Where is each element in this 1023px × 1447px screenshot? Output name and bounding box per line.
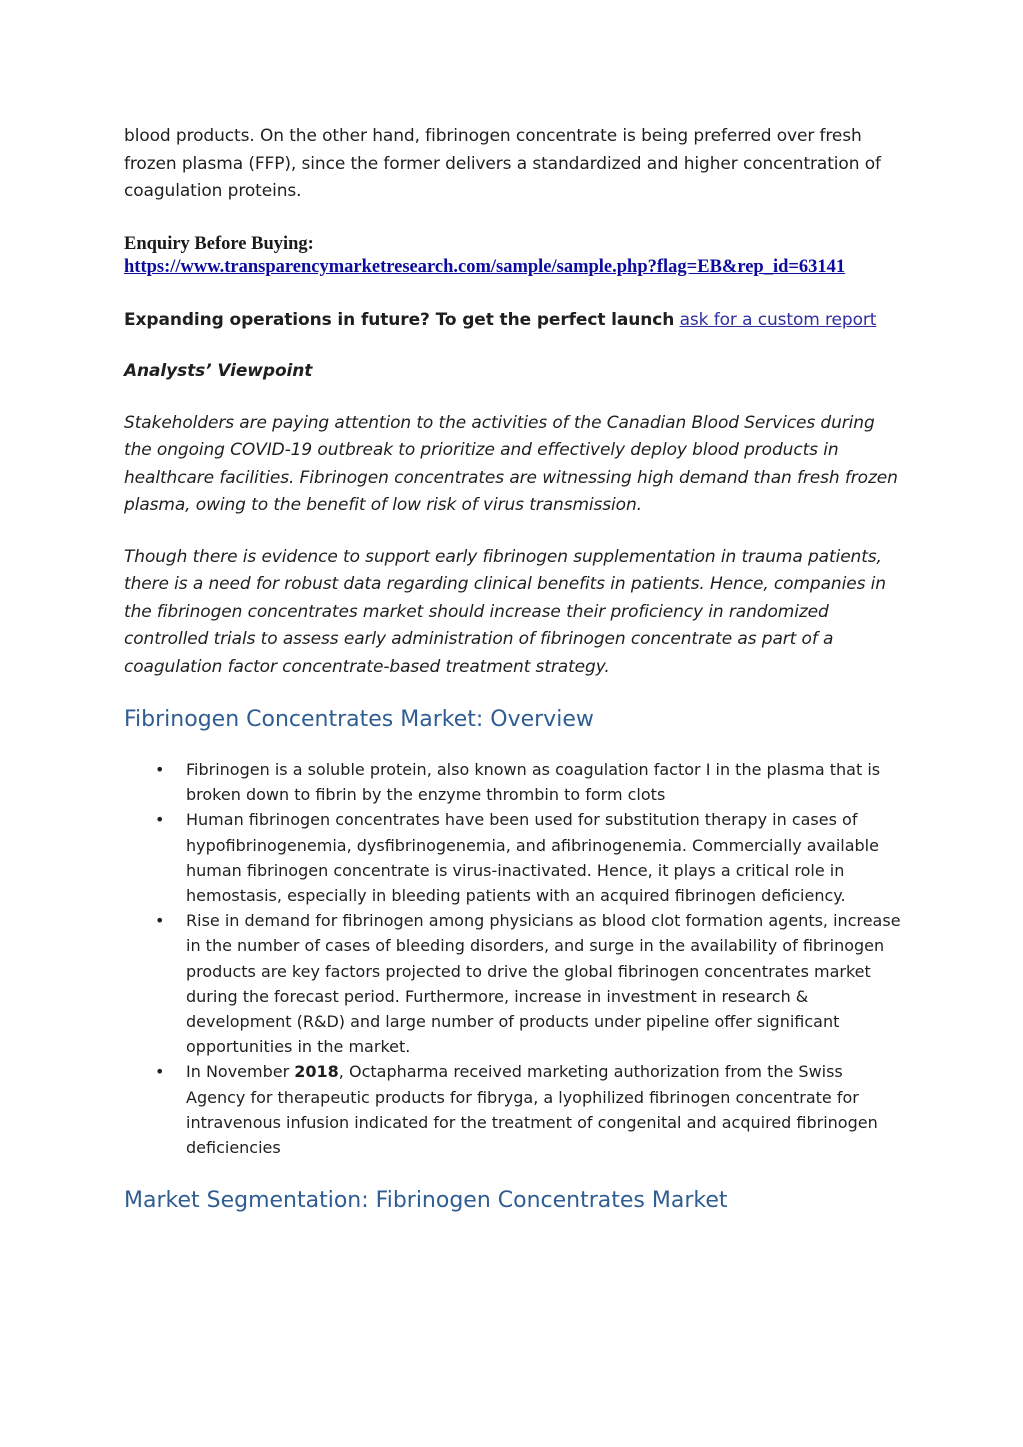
- list-item: [155, 807, 904, 908]
- custom-report-link[interactable]: ask for a custom report: [679, 309, 877, 330]
- list-item-text: Rise in demand for fibrinogen among physicians as blood clot formation agents, increase in the number of cases of bleeding disorders, and surge in the availability of fibrinogen products are key factors projected to drive the global fibrinogen concentrates market during the forecast period. Furthermore, increase in investment in research & development (R&D) and large number of products under pipeline offer significant opportunities in the market.: [186, 911, 901, 1057]
- list-item-text: Human fibrinogen concentrates have been used for substitution therapy in cases of hypofibrinogenemia, dysfibrinogenemia, and afibrinogenemia. Commercially available human fibrinogen concentrate is virus-inactivated. Hence, it plays a critical role in hemostasis, especially in bleeding patients with an acquired fibrinogen deficiency.: [186, 810, 879, 906]
- cta-bold-text: Expanding operations in future? To get the perfect launch: [124, 309, 675, 330]
- document-content: [124, 123, 904, 1216]
- enquiry-block: [124, 233, 904, 279]
- enquiry-link[interactable]: https://www.transparencymarketresearch.com/sample/sample.php?flag=EB&rep_id=63141: [124, 256, 846, 277]
- list-item-prefix: In November: [186, 1062, 295, 1082]
- overview-heading: Fibrinogen Concentrates Market: Overview: [124, 707, 594, 732]
- bullet-icon: •: [155, 911, 165, 931]
- list-item-text: Fibrinogen is a soluble protein, also known as coagulation factor I in the plasma that is broken down to fibrin by the enzyme thrombin to form clots: [186, 760, 881, 805]
- overview-bullet-list: [155, 757, 904, 1160]
- enquiry-label: Enquiry Before Buying:: [124, 233, 314, 254]
- bullet-icon: •: [155, 760, 165, 779]
- analysts-viewpoint-heading: Analysts’ Viewpoint: [124, 361, 313, 381]
- intro-paragraph: blood products. On the other hand, fibrinogen concentrate is being preferred over fresh frozen plasma (FFP), since the former delivers a standardized and higher concentration of coagulation proteins.: [124, 126, 881, 201]
- analysts-paragraph-2: Though there is evidence to support early fibrinogen supplementation in trauma patients, there is a need for robust data regarding clinical benefits in patients. Hence, companies in the fibrinogen concentrates market should increase their proficiency in randomized controlled trials to assess early administration of fibrinogen concentrate as part of a coagulation factor concentrate-based treatment strategy.: [124, 546, 886, 677]
- list-item: [155, 908, 904, 1059]
- bullet-icon: •: [155, 810, 165, 830]
- bullet-icon: •: [155, 1062, 165, 1082]
- segmentation-heading: Market Segmentation: Fibrinogen Concentrates Market: [124, 1188, 728, 1214]
- list-item: [155, 757, 904, 807]
- analysts-paragraph-1: Stakeholders are paying attention to the activities of the Canadian Blood Services during the ongoing COVID-19 outbreak to prioritize and effectively deploy blood products in healthcare facilities. Fibrinogen concentrates are witnessing high demand than fresh frozen plasma, owing to the benefit of low risk of virus transmission.: [124, 412, 898, 515]
- custom-report-paragraph: [124, 307, 904, 335]
- list-item: [155, 1059, 904, 1160]
- list-item-suffix: , Octapharma received marketing authorization from the Swiss Agency for therapeutic products for fibryga, a lyophilized fibrinogen concentrate for intravenous infusion indicated for the treatment of congenital and acquired fibrinogen deficiencies: [186, 1062, 878, 1158]
- list-item-year: 2018: [294, 1062, 339, 1082]
